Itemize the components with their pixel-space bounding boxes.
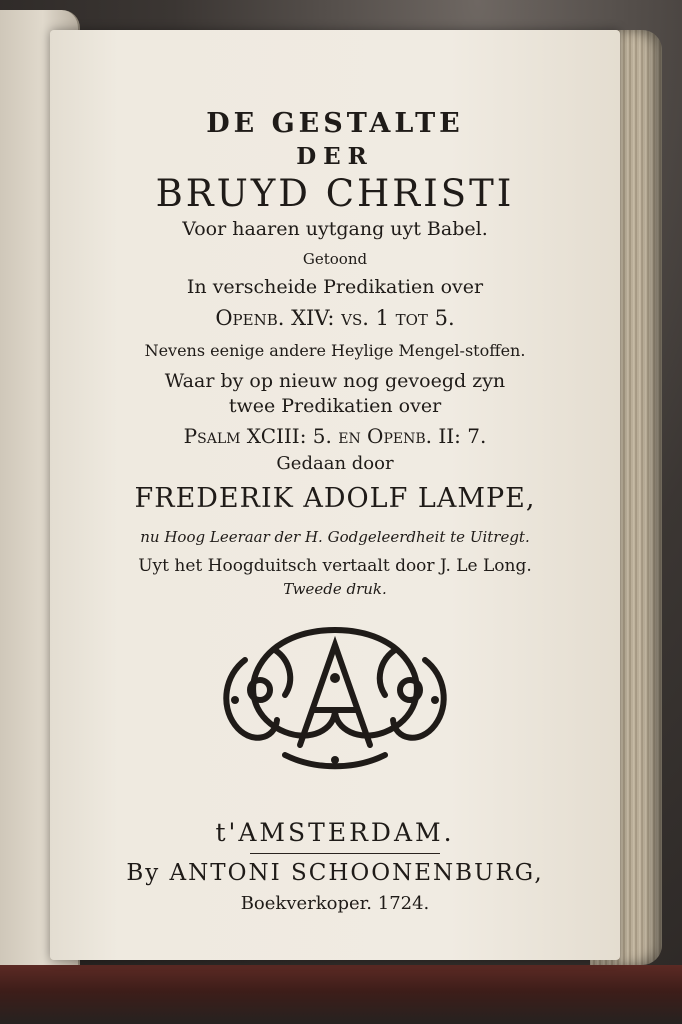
title-line-8: Nevens eenige andere Heylige Mengel-stoffen. xyxy=(144,341,526,360)
title-line-4: Voor haaren uytgang uyt Babel. xyxy=(182,218,488,240)
title-line-2: DER xyxy=(296,143,374,170)
title-line-6: In verscheide Predikatien over xyxy=(186,276,484,298)
title-line-5: Getoond xyxy=(302,250,368,268)
author-name: FREDERIK ADOLF LAMPE, xyxy=(134,483,536,514)
title-line-11: Psalm XCIII: 5. en Openb. II: 7. xyxy=(183,424,487,448)
translation-note: Uyt het Hoogduitsch vertaalt door J. Le Long. xyxy=(138,556,532,576)
divider-rule xyxy=(250,853,440,854)
title-line-9: Waar by op nieuw nog gevoegd zyn xyxy=(164,370,506,392)
title-line-7: Openb. XIV: vs. 1 tot 5. xyxy=(215,306,455,330)
book-cover xyxy=(0,965,682,1024)
title-page xyxy=(50,30,620,960)
city-line: t'AMSTERDAM. xyxy=(215,818,455,847)
title-line-12: Gedaan door xyxy=(276,453,394,474)
printer-line: By ANTONI SCHOONENBURG, xyxy=(126,860,544,886)
author-title: nu Hoog Leeraar der H. Godgeleerdheit te Uitregt. xyxy=(140,528,530,546)
title-line-1: DE GESTALTE xyxy=(206,108,464,139)
monogram-ornament-icon xyxy=(215,620,455,770)
title-line-3: BRUYD CHRISTI xyxy=(155,172,515,215)
imprint-line: Boekverkoper. 1724. xyxy=(240,893,430,914)
edition-note: Tweede druk. xyxy=(283,580,387,598)
title-line-10: twee Predikatien over xyxy=(228,395,442,417)
